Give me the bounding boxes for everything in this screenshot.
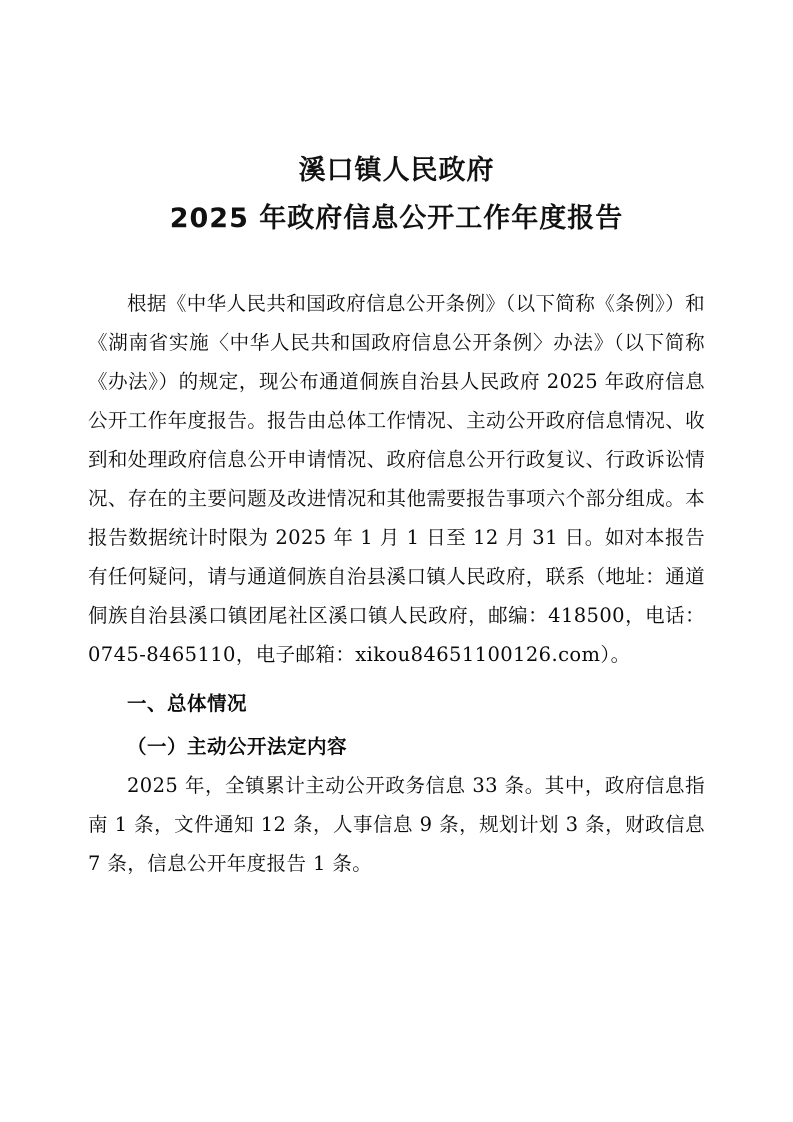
section-1-paragraph: 2025 年，全镇累计主动公开政务信息 33 条。其中，政府信息指南 1 条，文件通知 12 条，人事信息 9 条，规划计划 3 条，财政信息 7 条，信息公开年度报告 1 条。 (88, 773, 705, 875)
title-line-1: 溪口镇人民政府 (298, 155, 495, 186)
document-body (88, 284, 705, 883)
page-title (88, 150, 705, 240)
intro-paragraph: 根据《中华人民共和国政府信息公开条例》（以下简称《条例》）和《湖南省实施〈中华人民共和国政府信息公开条例〉办法》（以下简称《办法》）的规定，现公布通道侗族自治县人民政府 2025 年政府信息公开工作年度报告。报告由总体工作情况、主动公开政府信息情况、收到和处理政府信息公开申请情况、政府信息公开行政复议、行政诉讼情况、存在的主要问题及改进情况和其他需要报告事项六个部分组成。本报告数据统计时限为 2025 年 1 月 1 日至 12 月 31 日。如对本报告有任何疑问，请与通道侗族自治县溪口镇人民政府，联系（地址：通道侗族自治县溪口镇团尾社区溪口镇人民政府，邮编：418500，电话：0745-8465110，电子邮箱：xikou84651100126.com）。 (88, 291, 705, 666)
title-line-2: 2025 年政府信息公开工作年度报告 (169, 202, 624, 234)
heading-section-1: 一、总体情况 (127, 691, 248, 715)
heading-section-1-sub-1: （一）主动公开法定内容 (127, 734, 348, 758)
